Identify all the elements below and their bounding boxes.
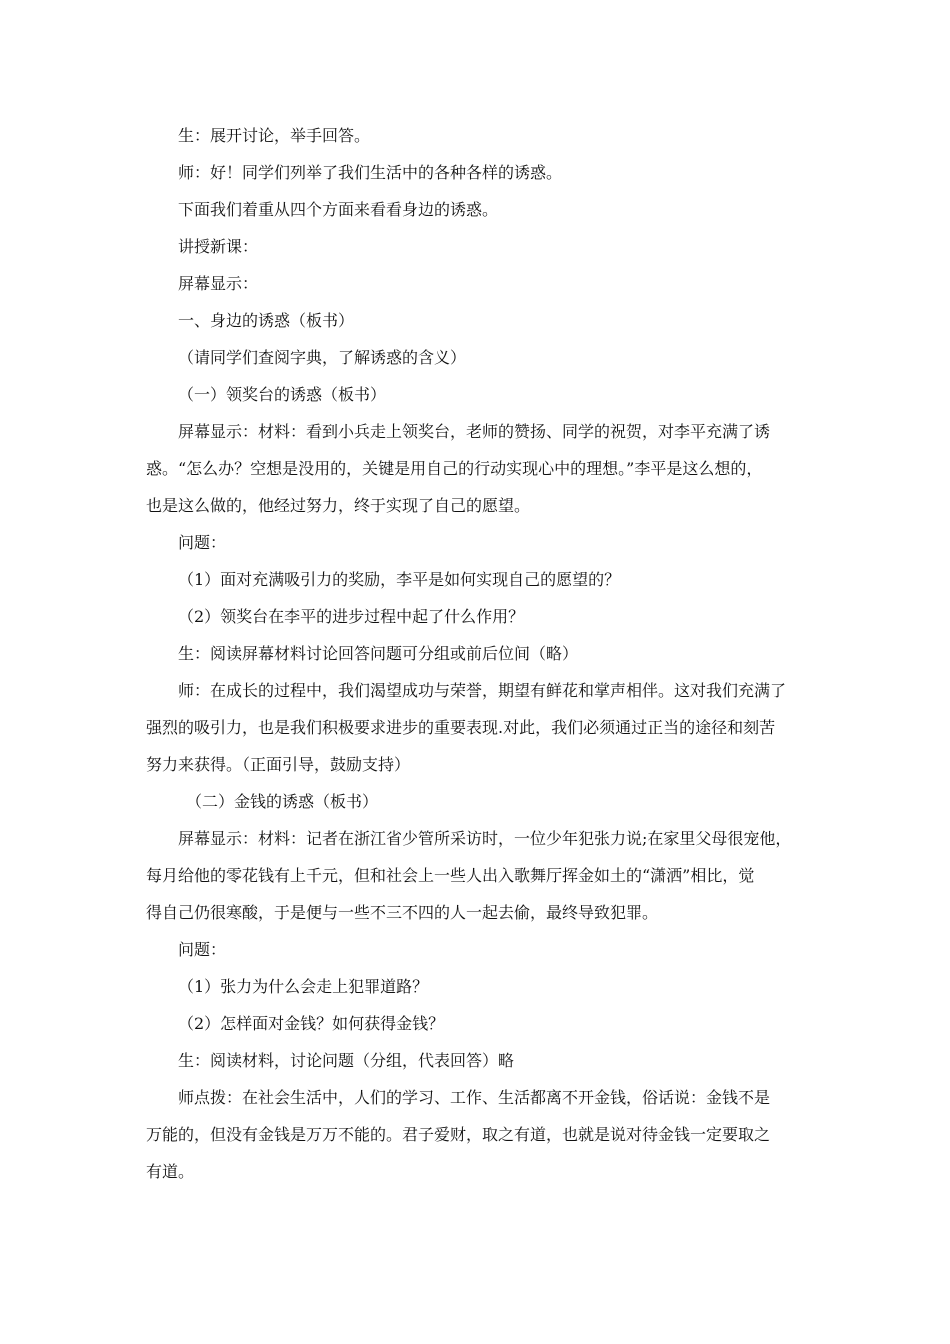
text-line: （1）张力为什么会走上犯罪道路？ (178, 977, 429, 996)
paragraph-line: 努力来获得。（正面引导，鼓励支持） (146, 755, 411, 774)
paragraph-line: 屏幕显示：材料：记者在浙江省少管所采访时，一位少年犯张力说;在家里父母很宠他， (178, 829, 792, 848)
paragraph-line: 有道。 (146, 1162, 195, 1181)
text-line: 生：阅读材料，讨论问题（分组，代表回答）略 (178, 1051, 515, 1070)
text-line: 师：好！同学们列举了我们生活中的各种各样的诱惑。 (178, 163, 563, 182)
text-line: 生：展开讨论，举手回答。 (178, 126, 371, 145)
text-line: 屏幕显示： (178, 274, 259, 293)
text-line: 一、身边的诱惑（板书） (178, 311, 355, 330)
paragraph (146, 679, 814, 776)
text-line: 讲授新课： (178, 237, 259, 256)
text-line: 下面我们着重从四个方面来看看身边的诱惑。 (178, 200, 499, 219)
paragraph-line: 惑。“怎么办？空想是没用的，关键是用自己的行动实现心中的理想。”李平是这么想的， (146, 459, 763, 478)
paragraph (146, 827, 814, 924)
paragraph (146, 1086, 814, 1183)
text-line: （2）领奖台在李平的进步过程中起了什么作用？ (178, 607, 525, 626)
paragraph (146, 420, 814, 517)
text-line: （1）面对充满吸引力的奖励，李平是如何实现自己的愿望的？ (178, 570, 621, 589)
text-line: 问题： (178, 533, 227, 552)
text-line: 生：阅读屏幕材料讨论回答问题可分组或前后位间（略） (178, 644, 579, 663)
text-line: （二）金钱的诱惑（板书） (186, 792, 379, 811)
text-line: 问题： (178, 940, 227, 959)
paragraph-line: 也是这么做的，他经过努力，终于实现了自己的愿望。 (146, 496, 531, 515)
text-line: （2）怎样面对金钱？如何获得金钱？ (178, 1014, 445, 1033)
paragraph-line: 万能的，但没有金钱是万万不能的。君子爱财，取之有道，也就是说对待金钱一定要取之 (146, 1125, 771, 1144)
paragraph-line: 师：在成长的过程中，我们渴望成功与荣誉，期望有鲜花和掌声相伴。这对我们充满了 (178, 681, 787, 700)
document-body (146, 124, 814, 1197)
paragraph-line: 师点拨：在社会生活中，人们的学习、工作、生活都离不开金钱，俗话说：金钱不是 (178, 1088, 771, 1107)
paragraph-line: 强烈的吸引力，也是我们积极要求进步的重要表现.对此，我们必须通过正当的途径和刻苦 (146, 718, 776, 737)
paragraph-line: 得自己仍很寒酸，于是便与一些不三不四的人一起去偷，最终导致犯罪。 (146, 903, 659, 922)
paragraph-line: 屏幕显示：材料：看到小兵走上领奖台，老师的赞扬、同学的祝贺，对李平充满了诱 (178, 422, 771, 441)
text-line: （一）领奖台的诱惑（板书） (178, 385, 387, 404)
text-line: （请同学们查阅字典，了解诱惑的含义） (178, 348, 467, 367)
paragraph-line: 每月给他的零花钱有上千元，但和社会上一些人出入歌舞厅挥金如土的“潇洒”相比，觉 (146, 866, 755, 885)
